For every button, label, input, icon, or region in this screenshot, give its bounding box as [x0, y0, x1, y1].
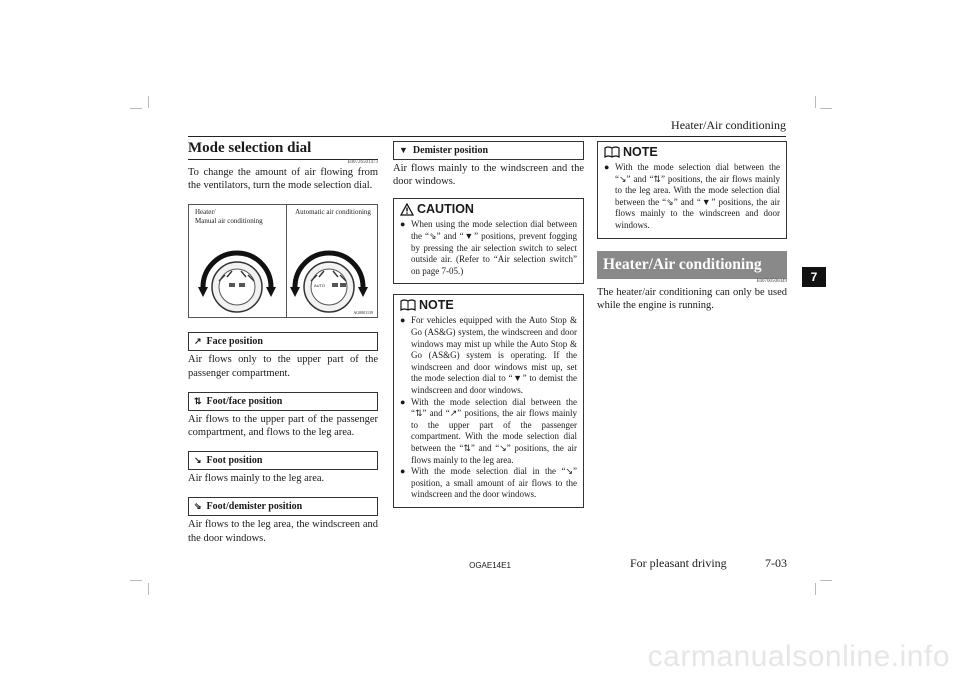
section-banner: Heater/Air conditioning [597, 251, 787, 279]
bullet-icon: ● [400, 219, 406, 230]
mode-description: Air flows to the upper part of the passenger compartment, and flows to the leg area. [188, 413, 378, 439]
mode-face [188, 332, 378, 379]
note-header [598, 142, 786, 162]
watermark: carmanualsonline.info [647, 640, 950, 673]
crop-mark [820, 580, 832, 581]
mode-title: Foot/demister position [206, 501, 303, 513]
foot-vent-icon: ↘ [194, 455, 202, 466]
figure-label-manual: Manual air conditioning [195, 216, 263, 225]
note-body [598, 162, 786, 238]
bullet-icon: ● [400, 466, 406, 477]
document-code: OGAE14E1 [469, 561, 511, 570]
demister-icon: ▼ [399, 145, 408, 155]
note-body [394, 315, 583, 507]
body-text: The heater/air conditioning can only be used while the engine is running. [597, 286, 787, 311]
section-code: E00700500449 [756, 278, 787, 284]
page-number: 7-03 [765, 556, 787, 570]
caution-label: CAUTION [417, 202, 474, 217]
manual-dial-graphic [198, 253, 276, 312]
caution-item [400, 219, 577, 277]
note-label: NOTE [623, 145, 658, 159]
mode-foot [188, 451, 378, 485]
running-header: Heater/Air conditioning [671, 118, 786, 132]
dial-drawings [189, 205, 377, 317]
crop-mark [130, 580, 142, 581]
foot-face-vent-icon: ⇅ [194, 395, 202, 406]
warning-triangle-icon [400, 203, 414, 216]
intro-text: To change the amount of air flowing from the ventilators, turn the mode selection dial. [188, 167, 378, 192]
header-rule [188, 136, 786, 137]
mode-title-box [393, 141, 584, 160]
crop-mark [820, 108, 832, 109]
mode-title-box [188, 332, 378, 351]
auto-dial-label: AUTO [314, 283, 326, 289]
note-icon [400, 299, 416, 311]
note-text: With the mode selection dial in the “↘” position, a small amount of air flows to the windscreen and the door windows. [411, 466, 577, 500]
figure-code: AG0001139 [353, 310, 373, 316]
mode-title: Foot position [206, 455, 263, 467]
column-1 [188, 140, 378, 545]
note-label: NOTE [419, 298, 454, 313]
mode-title: Foot/face position [206, 395, 283, 407]
note-item [400, 315, 577, 396]
crop-mark [130, 108, 142, 109]
note-item [604, 162, 780, 232]
face-vent-icon: ↗ [194, 336, 202, 347]
mode-title: Face position [206, 336, 263, 348]
section-code: E00726501473 [347, 160, 378, 165]
note-panel [597, 141, 787, 239]
mode-list [188, 332, 378, 544]
caution-header [394, 199, 583, 219]
note-text: With the mode selection dial between the “⇅” and “↗” positions, the air flows mainly to the upper part of the passenger compartment. With the mode selection dial between the “⇅” and “↘” positions, the air flows mainly to the leg area. [411, 396, 577, 465]
column-3 [597, 141, 787, 312]
note-header [394, 295, 583, 315]
mode-foot-demister [188, 497, 378, 544]
crop-mark [148, 583, 149, 595]
crop-mark [148, 96, 149, 108]
note-panel [393, 294, 584, 508]
mode-description: Air flows mainly to the leg area. [188, 473, 325, 485]
crop-mark [815, 96, 816, 108]
mode-description: Air flows mainly to the windscreen and the door windows. [393, 163, 584, 188]
note-item [400, 397, 577, 467]
mode-foot-face [188, 392, 378, 439]
bullet-icon: ● [604, 162, 610, 172]
crop-mark [815, 583, 816, 595]
column-2 [393, 141, 584, 508]
automatic-dial-graphic [290, 253, 368, 312]
mode-title-box [188, 451, 378, 470]
note-icon [604, 146, 620, 158]
bullet-icon: ● [400, 315, 406, 326]
chapter-tab: 7 [802, 267, 826, 287]
bullet-icon: ● [400, 396, 406, 407]
foot-demister-icon: ⇘ [194, 501, 202, 512]
caution-body [394, 219, 583, 283]
mode-dial-figure [188, 204, 378, 318]
footer-chapter: For pleasant driving [630, 556, 727, 570]
figure-label-heater: Heater/ [195, 208, 216, 217]
caution-text: When using the mode selection dial between the “⇘” and “▼” positions, prevent fogging by pressing the air selection switch to select outside air. (Refer to “Air selection switch” on page 7-05.) [411, 219, 577, 276]
mode-title-box [188, 392, 378, 411]
figure-label-automatic: Automatic air conditioning [295, 208, 371, 217]
mode-description: Air flows only to the upper part of the passenger compartment. [188, 354, 378, 379]
mode-description: Air flows to the leg area, the windscreen and the door windows. [188, 519, 378, 544]
mode-title-box [188, 497, 378, 516]
caution-panel [393, 198, 584, 284]
note-text: With the mode selection dial between the “↘” and “⇅” positions, the air flows mainly to the leg area. With the mode selection dial between the “⇘” and “▼” positions, the air flows mainly to the windscreen and door windows. [615, 162, 780, 230]
mode-title: Demister position [412, 145, 489, 156]
note-text: For vehicles equipped with the Auto Stop & Go (AS&G) system, the windscreen and door windows may mist up while the Auto Stop & Go (AS&G) system is operating. If the windscreen and door windows mist up, set the mode selection dial to “▼” to demist the windscreen and door windows. [411, 315, 577, 395]
section-title: Mode selection dial [188, 140, 312, 156]
note-item [400, 466, 577, 501]
